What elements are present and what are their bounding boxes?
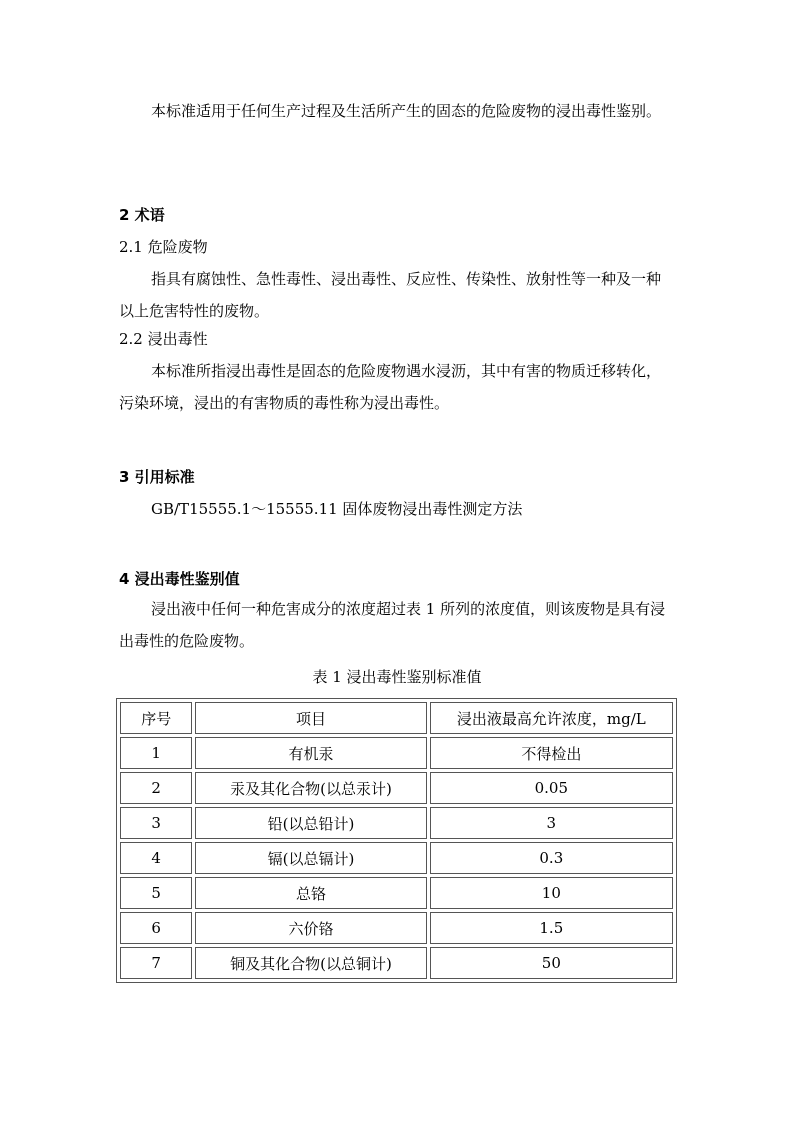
table-row — [120, 877, 673, 909]
table-row — [120, 842, 673, 874]
intro-block — [119, 95, 675, 127]
table-cell-item: 有机汞 — [195, 737, 426, 769]
table-caption: 表 1 浸出毒性鉴别标准值 — [312, 668, 482, 686]
table-cell-item: 铜及其化合物(以总铜计) — [195, 947, 426, 979]
section-2-heading: 2 术语 — [119, 206, 165, 224]
table-cell-item: 铅(以总铅计) — [195, 807, 426, 839]
header-cell-index: 序号 — [120, 702, 192, 734]
table-cell-index: 7 — [120, 947, 192, 979]
table-header-row — [120, 702, 673, 734]
header-cell-concentration: 浸出液最高允许浓度，mg/L — [430, 702, 673, 734]
table-cell-value: 3 — [430, 807, 673, 839]
section-4-text: 浸出液中任何一种危害成分的浓度超过表 1 所列的浓度值，则该废物是具有浸出毒性的危险废物。 — [119, 600, 666, 650]
table-cell-value: 1.5 — [430, 912, 673, 944]
table-cell-index: 5 — [120, 877, 192, 909]
table-cell-index: 3 — [120, 807, 192, 839]
table-row — [120, 912, 673, 944]
section-2-1-title: 2.1 危险废物 — [119, 238, 208, 256]
table-cell-value: 50 — [430, 947, 673, 979]
section-2-1-text: 指具有腐蚀性、急性毒性、浸出毒性、反应性、传染性、放射性等一种及一种以上危害特性的废物。 — [119, 270, 662, 320]
table-cell-index: 4 — [120, 842, 192, 874]
table-cell-item: 镉(以总镉计) — [195, 842, 426, 874]
table-cell-value: 0.05 — [430, 772, 673, 804]
section-4 — [119, 567, 675, 657]
table-row — [120, 737, 673, 769]
intro-paragraph: 本标准适用于任何生产过程及生活所产生的固态的危险废物的浸出毒性鉴别。 — [151, 102, 662, 120]
table-cell-value: 10 — [430, 877, 673, 909]
section-4-heading: 4 浸出毒性鉴别值 — [119, 570, 240, 588]
table-cell-index: 2 — [120, 772, 192, 804]
section-3-heading: 3 引用标准 — [119, 468, 195, 486]
table-cell-value: 不得检出 — [430, 737, 673, 769]
table-cell-item: 汞及其化合物(以总汞计) — [195, 772, 426, 804]
table-cell-value: 0.3 — [430, 842, 673, 874]
section-2-2-text: 本标准所指浸出毒性是固态的危险废物遇水浸沥，其中有害的物质迁移转化，污染环境，浸出的有害物质的毒性称为浸出毒性。 — [119, 362, 662, 412]
section-2 — [119, 203, 675, 419]
table-cell-item: 总铬 — [195, 877, 426, 909]
section-2-2-title: 2.2 浸出毒性 — [119, 330, 208, 348]
table-row — [120, 772, 673, 804]
table-cell-index: 1 — [120, 737, 192, 769]
table-cell-item: 六价铬 — [195, 912, 426, 944]
table-row — [120, 807, 673, 839]
section-3 — [119, 465, 675, 521]
table-row — [120, 947, 673, 979]
table-cell-index: 6 — [120, 912, 192, 944]
header-cell-item: 项目 — [195, 702, 426, 734]
section-3-reference: GB/T15555.1～15555.11 固体废物浸出毒性测定方法 — [151, 500, 523, 518]
toxicity-standard-table — [116, 698, 677, 983]
